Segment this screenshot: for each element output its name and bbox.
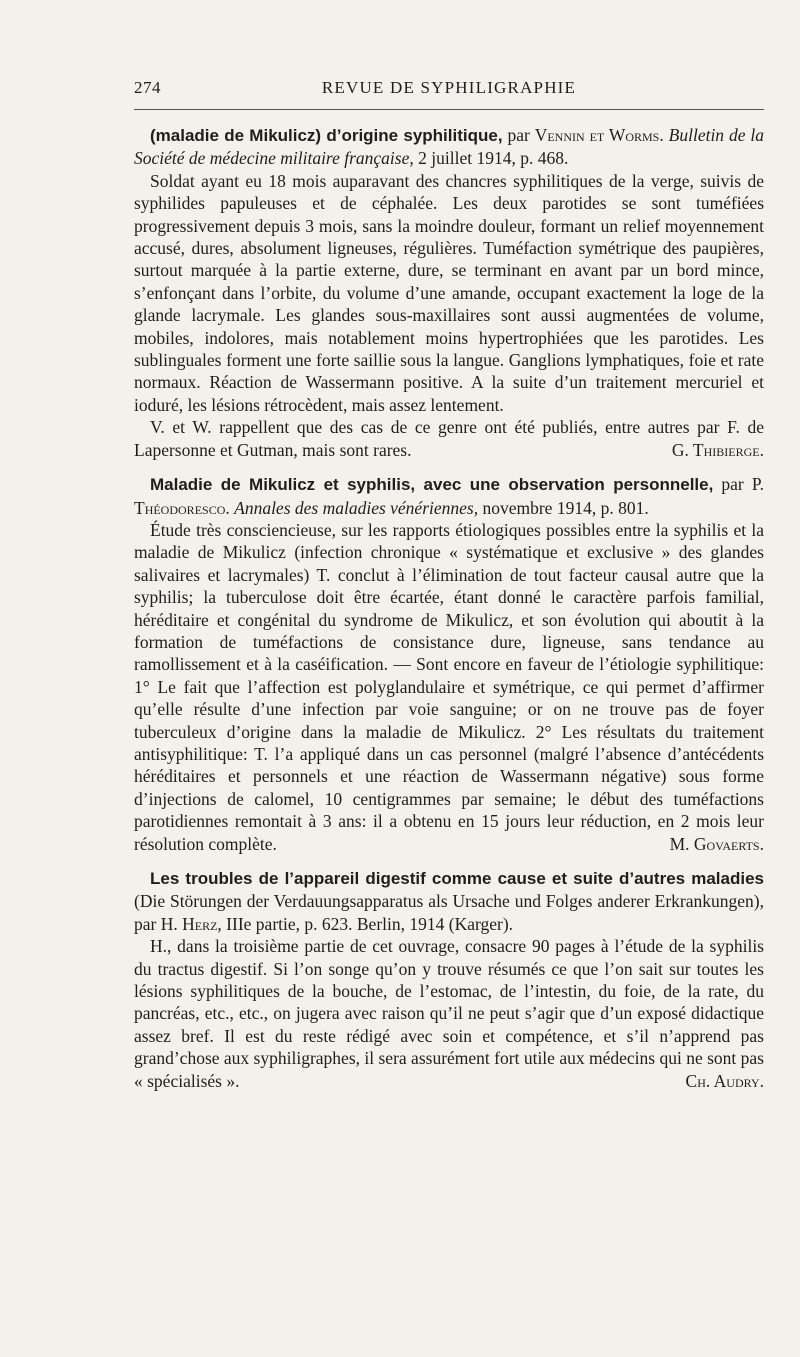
article-3-authors: Herz, <box>182 913 222 934</box>
header-rule <box>134 109 764 110</box>
article-1-authors: Vennin et Worms. <box>534 125 664 145</box>
article-1-source: Bulletin de la Société de médecine militaire française, <box>134 125 764 169</box>
article-2-signature: M. Govaerts. <box>669 833 764 854</box>
article-1-title: (maladie de Mikulicz) d’origine syphilitique, <box>150 126 503 145</box>
article-2-paragraph-1: Étude très consciencieuse, sur les rapports étiologiques possibles entre la syphilis et la maladie de Mikulicz (infection chronique « systématique et exclusive » des glandes salivaires et lacrymales) T. conclut à l’élimination de tout facteur causal autre que la syphilis; la tuberculose doit être écartée, étant donné le caractère parfois familial, héréditaire et congénital du syndrome de Mikulicz, et son évolution qui aboutit à la formation de tuméfactions de consistance dure, ligneuse, sans tendance au ramollissement et à la caséification. — Sont encore en faveur de l’étiologie syphilitique: 1° Le fait que l’affection est polyglandulaire et symétrique, ce qui permet d’affirmer qu’elle résulte d’une infection par voie sanguine; or on ne trouve pas de foyer tuberculeux d’origine dans la maladie de Mikulicz. 2° Les résultats du traitement antisyphilitique: T. l’a appliqué dans un cas personnel (malgré l’absence d’antécédents héréditaires et personnels et une réaction de Wassermann négative) sous forme d’injections de calomel, 10 centigrammes par semaine; le début des tuméfactions parotidiennes remontait à 3 ans: il a obtenu en 15 jours leur réduction, en 2 mois leur résolution complète. M. Govaerts. <box>134 519 764 854</box>
article-2-heading: Maladie de Mikulicz et syphilis, avec une observation personnelle, par P. Théodoresco. Annales des maladies vénériennes, novembre 1914, p. 801. <box>134 474 764 518</box>
article-3 <box>134 867 764 1092</box>
running-header <box>134 78 764 102</box>
article-1-heading: (maladie de Mikulicz) d’origine syphilitique, par Vennin et Worms. Bulletin de la Société de médecine militaire française, 2 juillet 1914, p. 468. <box>134 125 764 169</box>
article-2-authors: Théodoresco. <box>134 497 230 518</box>
article-1 <box>134 124 764 461</box>
article-3-heading: Les troubles de l’appareil digestif comme cause et suite d’autres maladies (Die Störungen der Verdauungsapparatus als Ursache und Folges anderer Erkrankungen), par H. Herz, IIIe partie, p. 623. Berlin, 1914 (Karger). <box>134 869 764 934</box>
article-1-signature: G. Thibierge. <box>671 439 764 460</box>
article-3-signature: Ch. Audry. <box>685 1070 764 1091</box>
page-number: 274 <box>134 78 161 97</box>
article-2 <box>134 473 764 855</box>
article-2-title: Maladie de Mikulicz et syphilis, avec une observation personnelle, <box>150 475 714 495</box>
article-1-paragraph-1: Soldat ayant eu 18 mois auparavant des chancres syphilitiques de la verge, suivis de syphilides papuleuses et de céphalée. Les deux parotides se sont tuméfiées progressivement depuis 3 mois, sans la moindre douleur, formant un relief moyennement accusé, dures, absolument ligneuses, régulières. Tuméfaction symétrique des paupières, surtout marquée à la partie externe, dure, se terminant en avant par un bord mince, s’enfonçant dans l’orbite, du volume d’une amande, occupant exactement la loge de la glande lacrymale. Les glandes sous-maxillaires sont aussi augmentées de volume, mobiles, indolores, mais notablement moins hypertrophiées que les parotides. Les sublinguales forment une forte saillie sous la langue. Ganglions lymphatiques, foie et rate normaux. Réaction de Wassermann positive. A la suite d’un traitement mercuriel et ioduré, les lésions rétrocèdent, mais assez lentement. <box>134 170 764 415</box>
running-title: REVUE DE SYPHILIGRAPHIE <box>321 78 577 97</box>
article-3-title: Les troubles de l’appareil digestif comme cause et suite d’autres maladies <box>150 869 764 888</box>
page <box>134 78 764 1092</box>
article-2-source: Annales des maladies vénériennes, <box>234 497 479 518</box>
article-1-paragraph-2: V. et W. rappellent que des cas de ce genre ont été publiés, entre autres par F. de Lapersonne et Gutman, mais sont rares. G. Thibierge. <box>134 417 764 460</box>
article-3-paragraph-1: H., dans la troisième partie de cet ouvrage, consacre 90 pages à l’étude de la syphilis du tractus digestif. Si l’on songe qu’on y trouve résumés ce que l’on sait sur toutes les lésions syphilitiques de la bouche, de l’estomac, de l’intestin, du foie, de la rate, du pancréas, etc., etc., on jugera avec raison qu’il ne peut s’agir que d’un exposé didactique assez bref. Il est du reste rédigé avec soin et compétence, et s’il n’apprend pas grand’chose aux syphiligraphes, il sera assurément fort utile aux médecins qui ne sont pas « spécialisés ». Ch. Audry. <box>134 936 764 1091</box>
